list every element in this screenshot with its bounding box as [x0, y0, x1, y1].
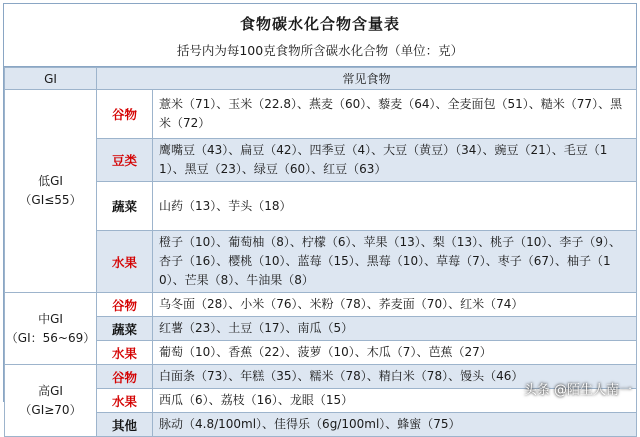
foods-column-header: 常见食物	[97, 68, 637, 90]
category-label: 水果	[97, 231, 153, 293]
gi-group-high	[5, 365, 97, 437]
gi-label: 高GI	[38, 383, 63, 398]
table-row	[5, 293, 637, 317]
carb-content-sheet	[3, 3, 637, 433]
food-list: 白面条（73）、年糕（35）、糯米（78）、精白米（78）、馒头（46）	[153, 365, 637, 389]
watermark: 头条 @陌生人南一	[523, 383, 632, 398]
category-label: 蔬菜	[97, 317, 153, 341]
food-list: 脉动（4.8/100ml）、佳得乐（6g/100ml）、蜂蜜（75）	[153, 413, 637, 437]
table-row	[5, 341, 637, 365]
food-list: 薏米（71）、玉米（22.8）、燕麦（60）、藜麦（64）、全麦面包（51）、糙米（77）、黑米（72）	[153, 90, 637, 139]
food-list: 红薯（23）、土豆（17）、南瓜（5）	[153, 317, 637, 341]
table-header-row	[5, 68, 637, 90]
category-label: 其他	[97, 413, 153, 437]
gi-label: 中GI	[38, 311, 63, 326]
food-list: 乌冬面（28）、小米（76）、米粉（78）、荞麦面（70）、红米（74）	[153, 293, 637, 317]
page-title: 食物碳水化合物含量表	[239, 15, 400, 33]
food-list: 西瓜（6）、荔枝（16）、龙眼（15）	[153, 389, 637, 413]
page-subtitle: 括号内为每100克食物所含碳水化合物（单位：克）	[176, 43, 464, 58]
category-label: 谷物	[97, 90, 153, 139]
category-label: 谷物	[97, 293, 153, 317]
table-row	[5, 139, 637, 182]
gi-label: 低GI	[38, 174, 63, 188]
gi-range: （GI≤55）	[19, 193, 82, 207]
category-label: 水果	[97, 341, 153, 365]
title-block	[4, 4, 636, 67]
category-label: 蔬菜	[97, 182, 153, 231]
food-list: 鹰嘴豆（43）、扁豆（42）、四季豆（4）、大豆（黄豆）（34）、豌豆（21）、毛豆（11）、黑豆（23）、绿豆（60）、红豆（63）	[153, 139, 637, 182]
gi-group-mid	[5, 293, 97, 365]
table-row	[5, 231, 637, 293]
gi-range: （GI：56~69）	[5, 330, 96, 345]
category-label: 水果	[97, 389, 153, 413]
table-row	[5, 317, 637, 341]
food-list: 橙子（10）、葡萄柚（8）、柠檬（6）、苹果（13）、梨（13）、桃子（10）、李子（9）、杏子（16）、樱桃（10）、蓝莓（15）、黑莓（10）、草莓（7）、枣子（67）、柚子（10）、芒果（8）、牛油果（8）	[153, 231, 637, 293]
gi-column-header: GI	[5, 68, 97, 90]
gi-range: （GI≥70）	[19, 402, 82, 417]
table-row	[5, 90, 637, 139]
food-list: 葡萄（10）、香蕉（22）、菠萝（10）、木瓜（7）、芭蕉（27）	[153, 341, 637, 365]
category-label: 谷物	[97, 365, 153, 389]
category-label: 豆类	[97, 139, 153, 182]
table-row	[5, 182, 637, 231]
food-list: 山药（13）、芋头（18）	[153, 182, 637, 231]
gi-group-low	[5, 90, 97, 293]
table-row	[5, 413, 637, 437]
